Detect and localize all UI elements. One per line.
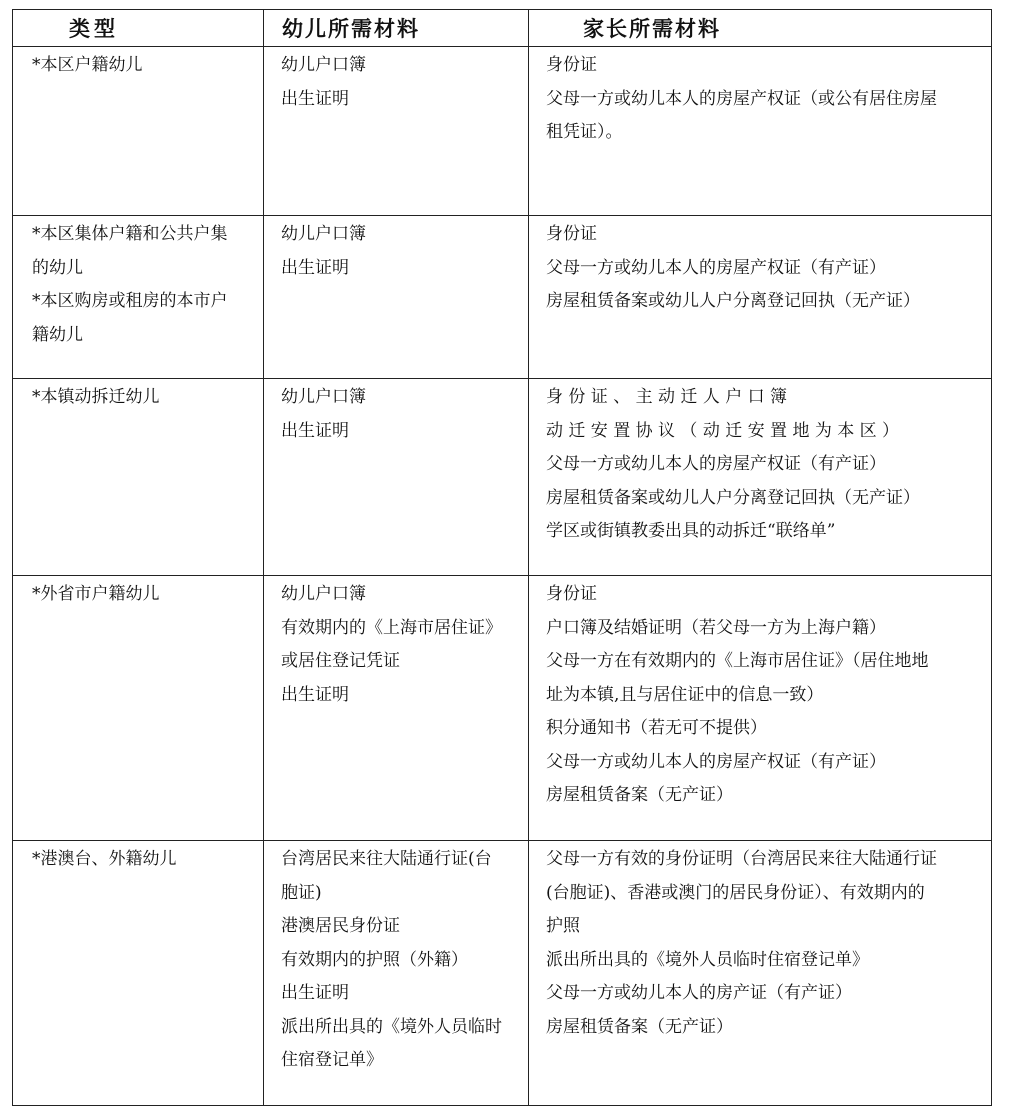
parent-material-item: 房屋租赁备案或幼儿人户分离登记回执（无产证） <box>546 487 920 508</box>
parent-material-item: 父母一方在有效期内的《上海市居住证》（居住地地 <box>546 651 929 671</box>
type-cell <box>13 841 264 1106</box>
parent-material-item: 身份证 <box>546 224 597 244</box>
type-cell <box>13 47 264 216</box>
child-material-item: 出生证明 <box>281 684 349 705</box>
parent-material-item: 址为本镇,且与居住证中的信息一致） <box>546 684 824 705</box>
parent-materials-cell <box>529 576 992 841</box>
child-material-item: 有效期内的《上海市居住证》 <box>281 617 502 638</box>
parent-material-item: 学区或街镇教委出具的动拆迁“联络单” <box>546 521 836 541</box>
child-material-item: 或居住登记凭证 <box>281 651 400 671</box>
child-material-item: 出生证明 <box>281 420 349 441</box>
parent-material-item: 父母一方或幼儿本人的房屋产权证（有产证） <box>546 751 886 772</box>
parent-materials-cell <box>529 841 992 1106</box>
type-text: 籍幼儿 <box>32 324 83 345</box>
child-materials-cell <box>264 841 529 1106</box>
child-materials-cell <box>264 379 529 576</box>
parent-material-item: 父母一方或幼儿本人的房屋产权证（有产证） <box>546 257 886 278</box>
child-material-item: 派出所出具的《境外人员临时 <box>281 1016 502 1037</box>
parent-material-item: 父母一方或幼儿本人的房屋产权证（或公有居住房屋 <box>546 88 937 109</box>
child-material-item: 出生证明 <box>281 257 349 278</box>
child-material-item: 幼儿户口簿 <box>281 584 366 604</box>
type-cell <box>13 576 264 841</box>
type-cell <box>13 379 264 576</box>
table-row <box>13 47 992 216</box>
type-text: *本区集体户籍和公共户集 <box>32 224 228 244</box>
child-material-item: 出生证明 <box>281 88 349 109</box>
child-material-item: 幼儿户口簿 <box>281 55 366 75</box>
child-material-item: 出生证明 <box>281 983 349 1003</box>
parent-material-item: 身份证 <box>546 55 597 75</box>
table-row <box>13 216 992 379</box>
header-parent-materials: 家长所需材料 <box>529 10 992 47</box>
child-material-item: 有效期内的护照（外籍） <box>281 949 468 970</box>
type-text: *外省市户籍幼儿 <box>32 584 160 604</box>
parent-material-item: 父母一方有效的身份证明（台湾居民来往大陆通行证 <box>546 849 937 869</box>
parent-material-item: 父母一方或幼儿本人的房屋产权证（有产证） <box>546 454 886 474</box>
child-material-item: 胞证) <box>281 882 322 903</box>
table-row <box>13 841 992 1106</box>
header-child-materials: 幼儿所需材料 <box>264 10 529 47</box>
type-text: *本镇动拆迁幼儿 <box>32 387 160 407</box>
parent-material-item: 身份证 <box>546 584 597 604</box>
header-type: 类型 <box>13 10 264 47</box>
type-cell <box>13 216 264 379</box>
parent-material-item: (台胞证)、香港或澳门的居民身份证）、有效期内的 <box>546 882 925 903</box>
parent-material-item: 房屋租赁备案（无产证） <box>546 785 733 805</box>
type-text: *本区购房或租房的本市户 <box>32 291 228 311</box>
parent-material-item: 身 份 证 、 主 动 迁 人 户 口 簿 <box>546 387 788 407</box>
child-materials-cell <box>264 47 529 216</box>
parent-material-item: 护照 <box>546 916 580 936</box>
child-material-item: 幼儿户口簿 <box>281 387 366 407</box>
materials-table <box>12 9 992 1106</box>
parent-materials-cell <box>529 47 992 216</box>
child-material-item: 住宿登记单》 <box>281 1050 383 1070</box>
type-text: *港澳台、外籍幼儿 <box>32 849 177 869</box>
table-row <box>13 379 992 576</box>
type-text: *本区户籍幼儿 <box>32 55 143 75</box>
parent-material-item: 房屋租赁备案（无产证） <box>546 1016 733 1037</box>
child-materials-cell <box>264 216 529 379</box>
parent-materials-cell <box>529 216 992 379</box>
table-row <box>13 576 992 841</box>
child-material-item: 台湾居民来往大陆通行证(台 <box>281 849 492 869</box>
parent-materials-cell <box>529 379 992 576</box>
child-material-item: 港澳居民身份证 <box>281 916 400 936</box>
child-material-item: 幼儿户口簿 <box>281 224 366 244</box>
type-text: 的幼儿 <box>32 257 83 278</box>
child-materials-cell <box>264 576 529 841</box>
parent-material-item: 租凭证）。 <box>546 122 623 142</box>
parent-material-item: 房屋租赁备案或幼儿人户分离登记回执（无产证） <box>546 291 920 311</box>
parent-material-item: 户口簿及结婚证明（若父母一方为上海户籍） <box>546 617 886 638</box>
parent-material-item: 积分通知书（若无可不提供） <box>546 718 767 738</box>
parent-material-item: 派出所出具的《境外人员临时住宿登记单》 <box>546 949 869 970</box>
parent-material-item: 动 迁 安 置 协 议 （ 动 迁 安 置 地 为 本 区 ） <box>546 420 900 441</box>
parent-material-item: 父母一方或幼儿本人的房产证（有产证） <box>546 983 852 1003</box>
table-header-row <box>13 10 992 47</box>
